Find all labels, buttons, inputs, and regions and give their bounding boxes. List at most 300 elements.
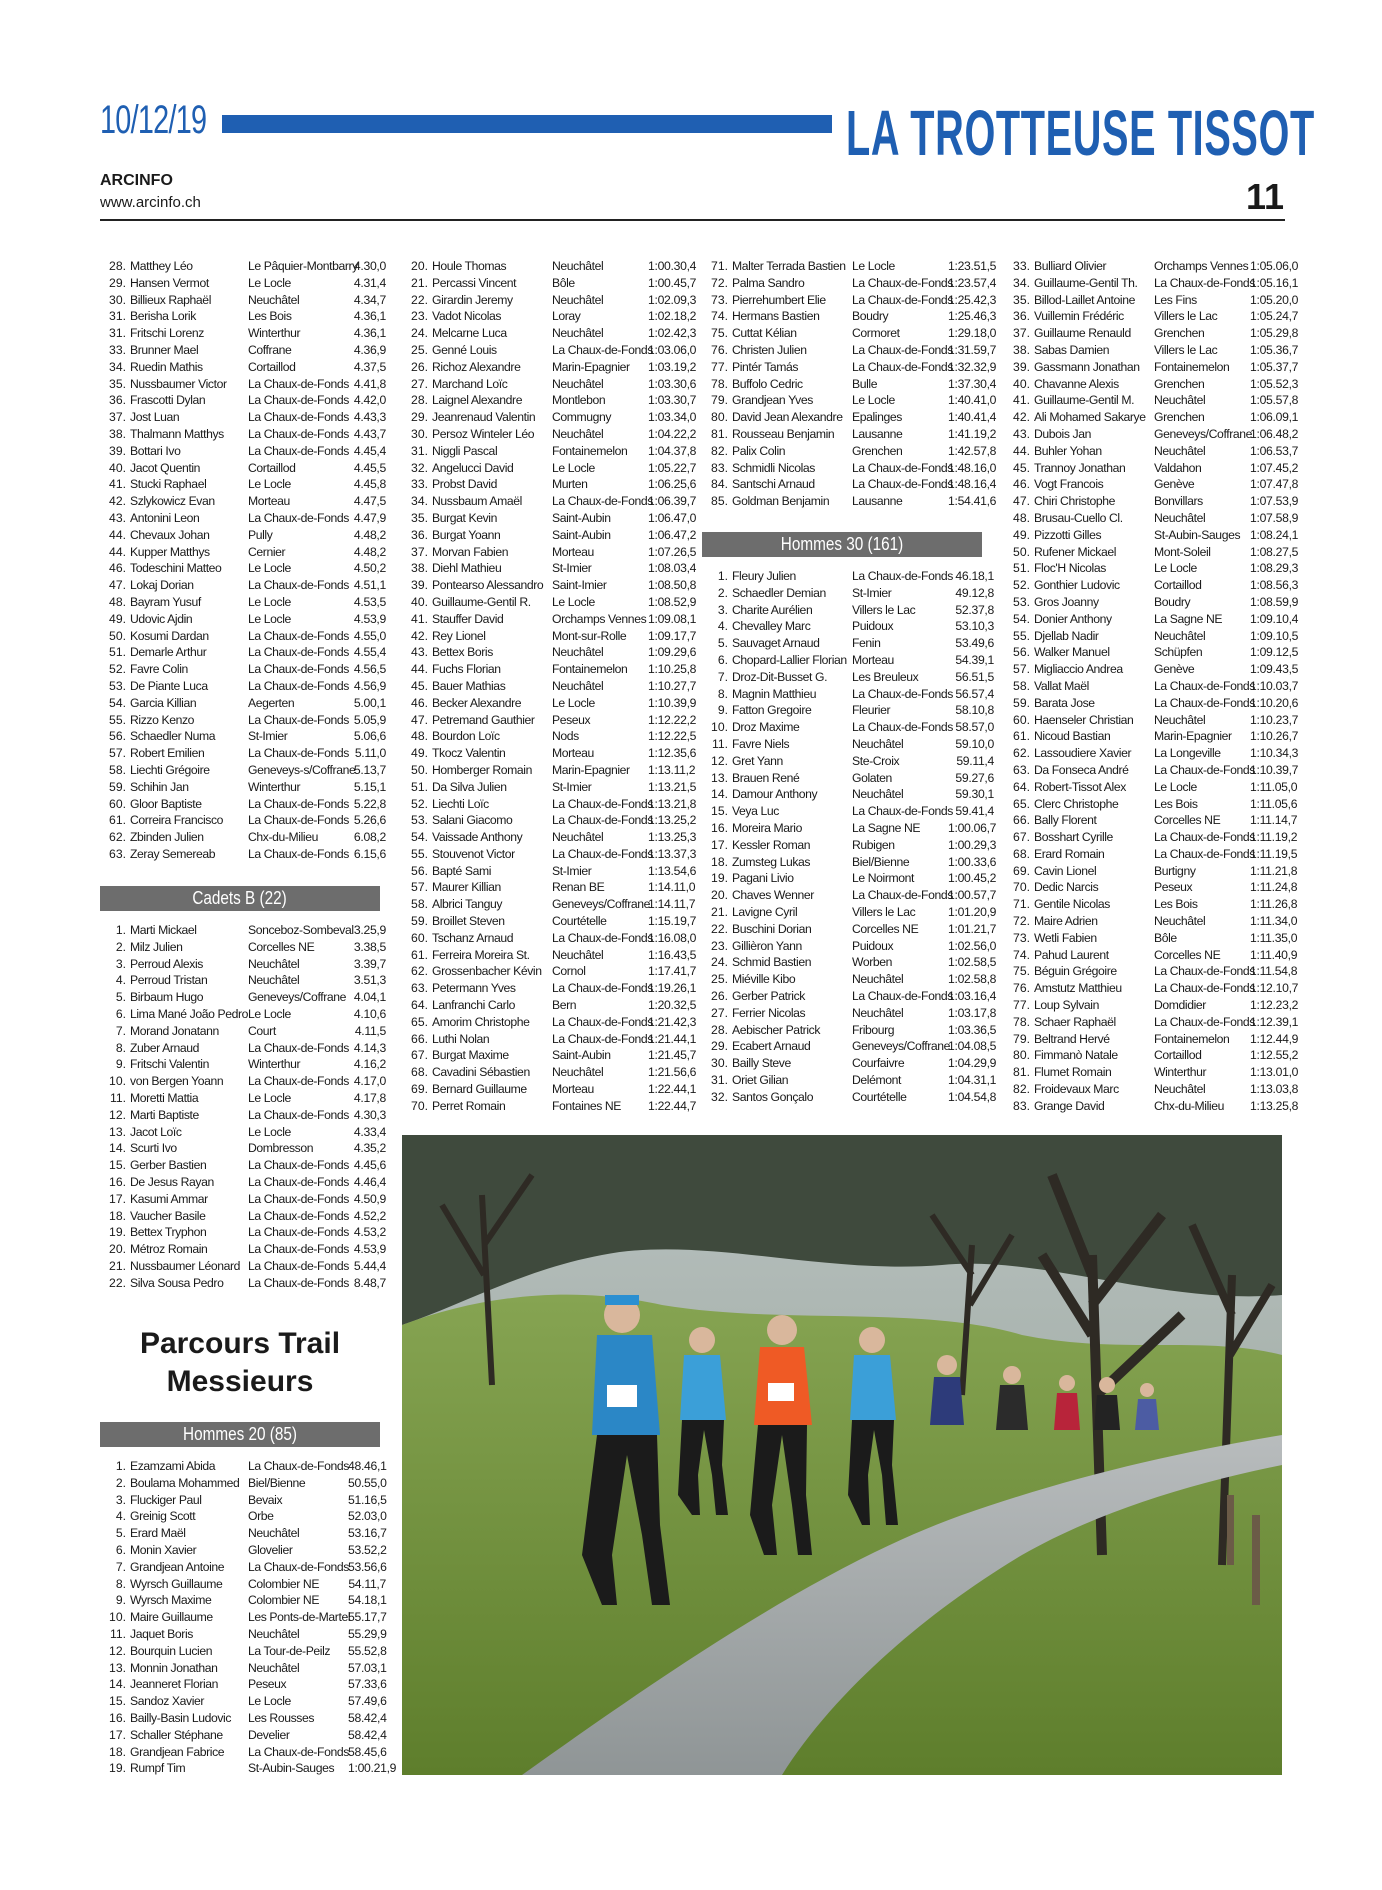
result-time: 4.50,9	[353, 1191, 386, 1206]
result-club: Villers le Lac	[1154, 309, 1218, 324]
result-time: 1:05.24,7	[1250, 309, 1299, 324]
result-club: Neuchâtel	[1154, 393, 1206, 408]
result-club: Les Fins	[1154, 292, 1197, 307]
result-row	[702, 392, 997, 409]
result-rank: 35.	[1013, 292, 1030, 307]
result-row	[100, 493, 386, 510]
result-time: 4.04,1	[353, 990, 386, 1005]
result-rank: 8.	[717, 686, 728, 701]
result-name: Laignel Alexandre	[432, 393, 523, 408]
result-name: Ecabert Arnaud	[732, 1039, 811, 1054]
result-time: 6.08,2	[353, 830, 386, 845]
result-name: Gloor Baptiste	[130, 796, 202, 811]
result-rank: 47.	[109, 578, 126, 593]
result-club: Worben	[852, 955, 893, 970]
result-name: Greinig Scott	[130, 1509, 196, 1524]
result-name: Houle Thomas	[432, 259, 507, 273]
result-time: 4.56,9	[353, 678, 386, 693]
result-rank: 49.	[411, 746, 428, 761]
result-time: 1:04.37,8	[648, 443, 697, 458]
result-time: 1:23.51,5	[948, 259, 997, 273]
result-club: La Chaux-de-Fonds	[852, 477, 953, 492]
result-club: Saint-Aubin	[552, 527, 611, 542]
result-row	[100, 1760, 397, 1777]
result-row	[100, 510, 386, 527]
result-club: Cernier	[248, 544, 286, 559]
result-row	[100, 1208, 386, 1225]
result-club: Neuchâtel	[852, 787, 904, 802]
result-time: 53.10,3	[955, 619, 994, 634]
result-time: 55.17,7	[348, 1610, 387, 1625]
result-name: Marti Baptiste	[130, 1107, 199, 1122]
result-row	[1004, 661, 1299, 678]
result-rank: 32.	[411, 460, 428, 475]
result-row	[100, 1157, 386, 1174]
result-name: Fatton Gregoire	[732, 703, 812, 718]
result-row	[702, 1005, 997, 1022]
result-club: Fontainemelon	[552, 662, 628, 677]
result-row	[1004, 611, 1299, 628]
result-name: Ruedin Mathis	[130, 359, 203, 374]
result-time: 4.42,0	[353, 393, 386, 408]
result-rank: 53.	[1013, 594, 1030, 609]
result-row	[1004, 460, 1299, 477]
result-club: La Sagne NE	[852, 820, 921, 835]
result-row	[702, 686, 994, 703]
result-row	[1004, 1064, 1299, 1081]
result-club: Neuchâtel	[1154, 712, 1206, 727]
result-club: Chx-du-Milieu	[1154, 1098, 1224, 1113]
result-name: Rufener Mickael	[1034, 544, 1117, 559]
result-name: von Bergen Yoann	[130, 1074, 224, 1089]
result-club: Cormoret	[852, 326, 900, 341]
result-name: Rey Lionel	[432, 628, 486, 643]
result-time: 1:13.25,2	[648, 813, 697, 828]
result-club: La Chaux-de-Fonds	[1154, 964, 1255, 979]
result-rank: 3.	[115, 956, 126, 971]
result-name: Homberger Romain	[432, 762, 532, 777]
result-name: Da Silva Julien	[432, 779, 507, 794]
result-rank: 14.	[109, 1141, 126, 1156]
result-row	[1004, 325, 1299, 342]
result-rank: 37.	[109, 410, 126, 425]
result-name: Petremand Gauthier	[432, 712, 535, 727]
result-row	[100, 1258, 386, 1275]
result-club: La Chaux-de-Fonds	[552, 494, 653, 509]
result-time: 1:04.22,2	[648, 426, 697, 441]
result-time: 52.03,0	[348, 1509, 387, 1524]
result-name: Probst David	[432, 477, 497, 492]
result-rank: 71.	[711, 259, 728, 273]
result-rank: 74.	[711, 309, 728, 324]
result-rank: 40.	[109, 460, 126, 475]
result-name: Chiri Christophe	[1034, 494, 1115, 509]
result-time: 1:11.14,7	[1250, 813, 1298, 828]
result-club: Geneveys-s/Coffrane	[248, 762, 356, 777]
result-time: 1:01.20,9	[948, 904, 997, 919]
result-row	[1004, 997, 1299, 1014]
result-row	[402, 829, 697, 846]
result-rank: 60.	[411, 930, 428, 945]
page-number: 11	[1246, 176, 1285, 217]
result-club: Court	[248, 1023, 276, 1038]
result-name: Milz Julien	[130, 939, 183, 954]
result-club: La Longeville	[1154, 746, 1221, 761]
result-club: La Sagne NE	[1154, 611, 1223, 626]
result-rank: 26.	[411, 359, 428, 374]
result-time: 58.10,8	[955, 703, 994, 718]
result-row	[100, 594, 386, 611]
result-rank: 81.	[711, 426, 728, 441]
result-name: Djellab Nadir	[1034, 628, 1099, 643]
result-time: 1:25.46,3	[948, 309, 997, 324]
result-rank: 9.	[717, 703, 728, 718]
result-rank: 18.	[109, 1208, 126, 1223]
result-name: Erard Maël	[130, 1526, 186, 1541]
result-name: Tkocz Valentin	[432, 746, 506, 761]
result-rank: 1.	[115, 923, 126, 937]
result-name: Jacot Quentin	[130, 460, 201, 475]
result-time: 4.11,5	[354, 1023, 386, 1038]
result-club: Neuchâtel	[552, 645, 604, 660]
result-rank: 35.	[109, 376, 126, 391]
result-row	[1004, 896, 1296, 913]
result-row	[702, 887, 997, 904]
result-name: Flumet Romain	[1034, 1065, 1112, 1080]
result-name: Fleury Julien	[732, 569, 796, 583]
result-rank: 75.	[1013, 964, 1030, 979]
section-title-line-1: Parcours Trail	[139, 1327, 341, 1360]
result-rank: 21.	[109, 1258, 126, 1273]
result-rank: 56.	[411, 863, 428, 878]
result-rank: 43.	[411, 645, 428, 660]
result-row	[402, 594, 697, 611]
result-rank: 4.	[115, 973, 126, 988]
result-row	[702, 635, 994, 652]
result-rank: 12.	[109, 1107, 126, 1122]
result-time: 54.11,7	[348, 1576, 386, 1591]
result-row	[100, 678, 386, 695]
result-club: La Tour-de-Peilz	[248, 1643, 331, 1658]
result-club: Puidoux	[852, 938, 894, 953]
result-club: La Chaux-de-Fonds	[552, 1014, 653, 1029]
result-rank: 20.	[411, 259, 428, 273]
result-club: Bern	[552, 998, 577, 1013]
result-rank: 2.	[115, 1475, 126, 1490]
result-club: Biel/Bienne	[852, 854, 910, 869]
result-row	[702, 1072, 997, 1089]
result-row	[100, 560, 386, 577]
result-row	[702, 292, 997, 309]
result-name: Kasumi Ammar	[130, 1191, 208, 1206]
result-time: 57.03,1	[348, 1660, 387, 1675]
results-column-3	[702, 258, 997, 510]
result-row	[1004, 879, 1296, 896]
result-name: Sandoz Xavier	[130, 1694, 205, 1709]
result-row	[402, 359, 697, 376]
result-rank: 53.	[411, 813, 428, 828]
result-name: Jeanneret Florian	[130, 1677, 219, 1692]
result-club: Cortaillod	[248, 359, 296, 374]
result-name: Veya Luc	[732, 804, 779, 819]
result-club: La Chaux-de-Fonds	[248, 712, 349, 727]
result-name: Vaucher Basile	[130, 1208, 206, 1223]
result-time: 3.38,5	[353, 939, 386, 954]
result-row	[402, 796, 697, 813]
result-name: Billieux Raphaël	[130, 292, 211, 307]
result-time: 4.34,7	[353, 292, 386, 307]
result-time: 1:06.53,7	[1250, 443, 1299, 458]
result-rank: 17.	[109, 1727, 126, 1742]
result-rank: 83.	[1013, 1098, 1030, 1113]
result-time: 1:00.33,6	[948, 854, 997, 869]
parcours-trail-title	[100, 1325, 380, 1401]
result-name: Gassmann Jonathan	[1034, 359, 1140, 374]
result-time: 1:21.45,7	[648, 1048, 697, 1063]
result-name: Correira Francisco	[130, 813, 224, 828]
result-name: Vogt Francois	[1034, 477, 1104, 492]
result-name: Gillièron Yann	[732, 938, 802, 953]
result-time: 8.48,7	[353, 1275, 386, 1290]
result-time: 1:03.30,6	[648, 376, 697, 391]
result-club: La Chaux-de-Fonds	[248, 1744, 349, 1759]
result-name: Pintér Tamás	[732, 359, 799, 374]
result-row	[402, 930, 697, 947]
result-name: Pagani Livio	[732, 871, 794, 886]
result-time: 1:11.40,9	[1250, 947, 1298, 962]
result-rank: 34.	[109, 359, 126, 374]
result-name: Gerber Bastien	[130, 1158, 207, 1173]
result-club: La Chaux-de-Fonds	[248, 746, 349, 761]
result-rank: 66.	[1013, 813, 1030, 828]
result-rank: 5.	[115, 990, 126, 1005]
result-time: 53.16,7	[348, 1526, 387, 1541]
result-time: 59.27,6	[955, 770, 994, 785]
result-time: 1:08.03,4	[648, 561, 697, 576]
result-time: 4.47,5	[353, 494, 386, 509]
result-club: Nods	[552, 729, 579, 744]
result-time: 1:11.19,5	[1250, 846, 1298, 861]
result-time: 1:11.24,8	[1250, 880, 1298, 895]
result-time: 1:04.31,1	[948, 1072, 997, 1087]
result-rank: 81.	[1013, 1065, 1030, 1080]
result-row	[702, 602, 994, 619]
result-row	[1004, 493, 1299, 510]
result-row	[1004, 980, 1299, 997]
brand-url[interactable]: www.arcinfo.ch	[100, 194, 201, 211]
result-row	[100, 661, 386, 678]
result-rank: 5.	[115, 1526, 126, 1541]
result-row	[402, 896, 694, 913]
result-club: La Chaux-de-Fonds	[552, 813, 653, 828]
result-row	[402, 342, 697, 359]
result-time: 1:21.56,6	[648, 1065, 697, 1080]
result-time: 4.30,0	[353, 259, 386, 273]
result-name: Lima Mané João Pedro	[130, 1006, 249, 1021]
result-rank: 82.	[1013, 1082, 1030, 1097]
result-rank: 80.	[1013, 1048, 1030, 1063]
result-rank: 69.	[411, 1082, 428, 1097]
result-row	[402, 1014, 697, 1031]
result-name: Pontearso Alessandro	[432, 578, 544, 593]
result-club: Le Locle	[248, 1006, 291, 1021]
result-rank: 17.	[109, 1191, 126, 1206]
result-name: Liechti Grégoire	[130, 762, 210, 777]
result-rank: 22.	[711, 921, 728, 936]
results-cadets-b	[100, 922, 386, 1292]
result-club: Epalinges	[852, 410, 902, 425]
result-rank: 61.	[1013, 729, 1030, 744]
result-name: Bally Florent	[1034, 813, 1097, 828]
result-name: Barata Jose	[1034, 695, 1095, 710]
result-row	[100, 1676, 386, 1693]
result-name: Guillaume Renauld	[1034, 326, 1131, 341]
result-row	[1004, 560, 1299, 577]
result-row	[1004, 292, 1299, 309]
result-club: Bevaix	[248, 1492, 283, 1507]
result-rank: 62.	[1013, 746, 1030, 761]
result-rank: 60.	[109, 796, 126, 811]
result-row	[402, 963, 697, 980]
result-rank: 54.	[1013, 611, 1030, 626]
result-club: Cortaillod	[248, 460, 296, 475]
result-name: Thalmann Matthys	[130, 426, 224, 441]
result-name: Guillaume-Gentil R.	[432, 594, 531, 609]
result-time: 4.45,6	[353, 1158, 386, 1173]
result-row	[100, 392, 386, 409]
result-club: La Chaux-de-Fonds	[248, 662, 349, 677]
result-club: Ste-Croix	[852, 753, 900, 768]
result-name: Béguin Grégoire	[1034, 964, 1117, 979]
result-club: Corcelles NE	[248, 939, 315, 954]
result-club: Courtételle	[552, 914, 607, 929]
result-club: Courfaivre	[852, 1056, 905, 1071]
result-rank: 59.	[109, 779, 126, 794]
result-name: Gentile Nicolas	[1034, 897, 1110, 912]
result-row	[402, 560, 697, 577]
result-club: Peseux	[552, 712, 591, 727]
result-name: Zbinden Julien	[130, 830, 204, 845]
result-name: Rizzo Kenzo	[130, 712, 195, 727]
result-rank: 77.	[1013, 998, 1030, 1013]
result-time: 1:05.29,8	[1250, 326, 1299, 341]
result-row	[100, 308, 386, 325]
result-club: Schüpfen	[1154, 645, 1203, 660]
result-time: 1:11.19,2	[1250, 830, 1298, 845]
result-name: Aebischer Patrick	[732, 1022, 821, 1037]
result-club: La Chaux-de-Fonds	[248, 1225, 349, 1240]
result-row	[100, 846, 386, 863]
result-name: Fuchs Florian	[432, 662, 501, 677]
result-name: Grandjean Yves	[732, 393, 813, 408]
result-row	[402, 1081, 697, 1098]
result-rank: 8.	[115, 1576, 126, 1591]
result-time: 1:08.29,3	[1250, 561, 1299, 576]
result-time: 1:02.58,5	[948, 955, 997, 970]
result-rank: 7.	[115, 1559, 126, 1574]
result-rank: 42.	[1013, 410, 1030, 425]
result-row	[100, 426, 386, 443]
result-time: 1:09.10,5	[1250, 628, 1299, 643]
result-club: Neuchâtel	[552, 426, 604, 441]
result-club: Loray	[552, 309, 581, 324]
result-club: Colombier NE	[248, 1576, 320, 1591]
result-row	[1004, 527, 1299, 544]
result-rank: 24.	[711, 955, 728, 970]
result-rank: 33.	[109, 342, 126, 357]
result-name: Pizzotti Gilles	[1034, 527, 1102, 542]
result-row	[1004, 728, 1299, 745]
result-name: Favre Niels	[732, 736, 790, 751]
result-rank: 59.	[1013, 695, 1030, 710]
result-time: 1:13.37,3	[648, 846, 697, 861]
result-club: Fontaines NE	[552, 1098, 622, 1113]
result-row	[100, 342, 386, 359]
result-name: Bayram Yusuf	[130, 594, 201, 609]
result-club: Bôle	[1154, 930, 1177, 945]
result-row	[1004, 392, 1299, 409]
result-club: La Chaux-de-Fonds	[248, 1275, 349, 1290]
result-club: La Chaux-de-Fonds	[248, 628, 349, 643]
result-club: Fribourg	[852, 1022, 895, 1037]
result-row	[100, 1458, 386, 1475]
result-club: Marin-Epagnier	[1154, 729, 1232, 744]
result-club: Grenchen	[852, 443, 903, 458]
result-rank: 3.	[717, 602, 728, 617]
result-rank: 9.	[115, 1057, 126, 1072]
result-time: 1:11.26,8	[1250, 897, 1298, 912]
result-club: Sonceboz-Sombeval	[248, 923, 354, 937]
result-time: 4.17,8	[353, 1090, 386, 1105]
result-club: La Chaux-de-Fonds	[1154, 762, 1255, 777]
result-club: La Chaux-de-Fonds	[248, 410, 349, 425]
result-rank: 36.	[109, 393, 126, 408]
result-rank: 44.	[1013, 443, 1030, 458]
result-row	[1004, 628, 1299, 645]
result-row	[100, 1073, 386, 1090]
result-row	[100, 1660, 386, 1677]
result-row	[100, 1710, 386, 1727]
result-rank: 18.	[711, 854, 728, 869]
result-name: Frascotti Dylan	[130, 393, 206, 408]
result-name: Fritschi Lorenz	[130, 326, 204, 341]
result-row	[402, 1031, 697, 1048]
result-name: Scurti Ivo	[130, 1141, 177, 1156]
result-time: 1:06.47,0	[648, 510, 697, 525]
result-row	[1004, 779, 1296, 796]
result-row	[1004, 510, 1299, 527]
result-rank: 45.	[411, 678, 428, 693]
result-row	[1004, 308, 1299, 325]
result-club: Fontainemelon	[552, 443, 628, 458]
result-row	[100, 1508, 386, 1525]
result-club: Le Locle	[852, 259, 895, 273]
result-name: Vuillemin Frédéric	[1034, 309, 1124, 324]
result-name: Haenseler Christian	[1034, 712, 1134, 727]
result-rank: 11.	[109, 1090, 126, 1105]
result-row	[100, 1643, 386, 1660]
result-rank: 36.	[1013, 309, 1030, 324]
result-time: 57.33,6	[348, 1677, 387, 1692]
result-rank: 61.	[109, 813, 126, 828]
result-club: Murten	[552, 477, 588, 492]
result-club: La Chaux-de-Fonds	[552, 1031, 653, 1046]
result-time: 56.51,5	[955, 669, 994, 684]
result-name: Perret Romain	[432, 1098, 506, 1113]
result-club: La Chaux-de-Fonds	[248, 1174, 349, 1189]
result-time: 1:02.18,2	[648, 309, 697, 324]
result-time: 1:10.39,7	[1250, 762, 1299, 777]
